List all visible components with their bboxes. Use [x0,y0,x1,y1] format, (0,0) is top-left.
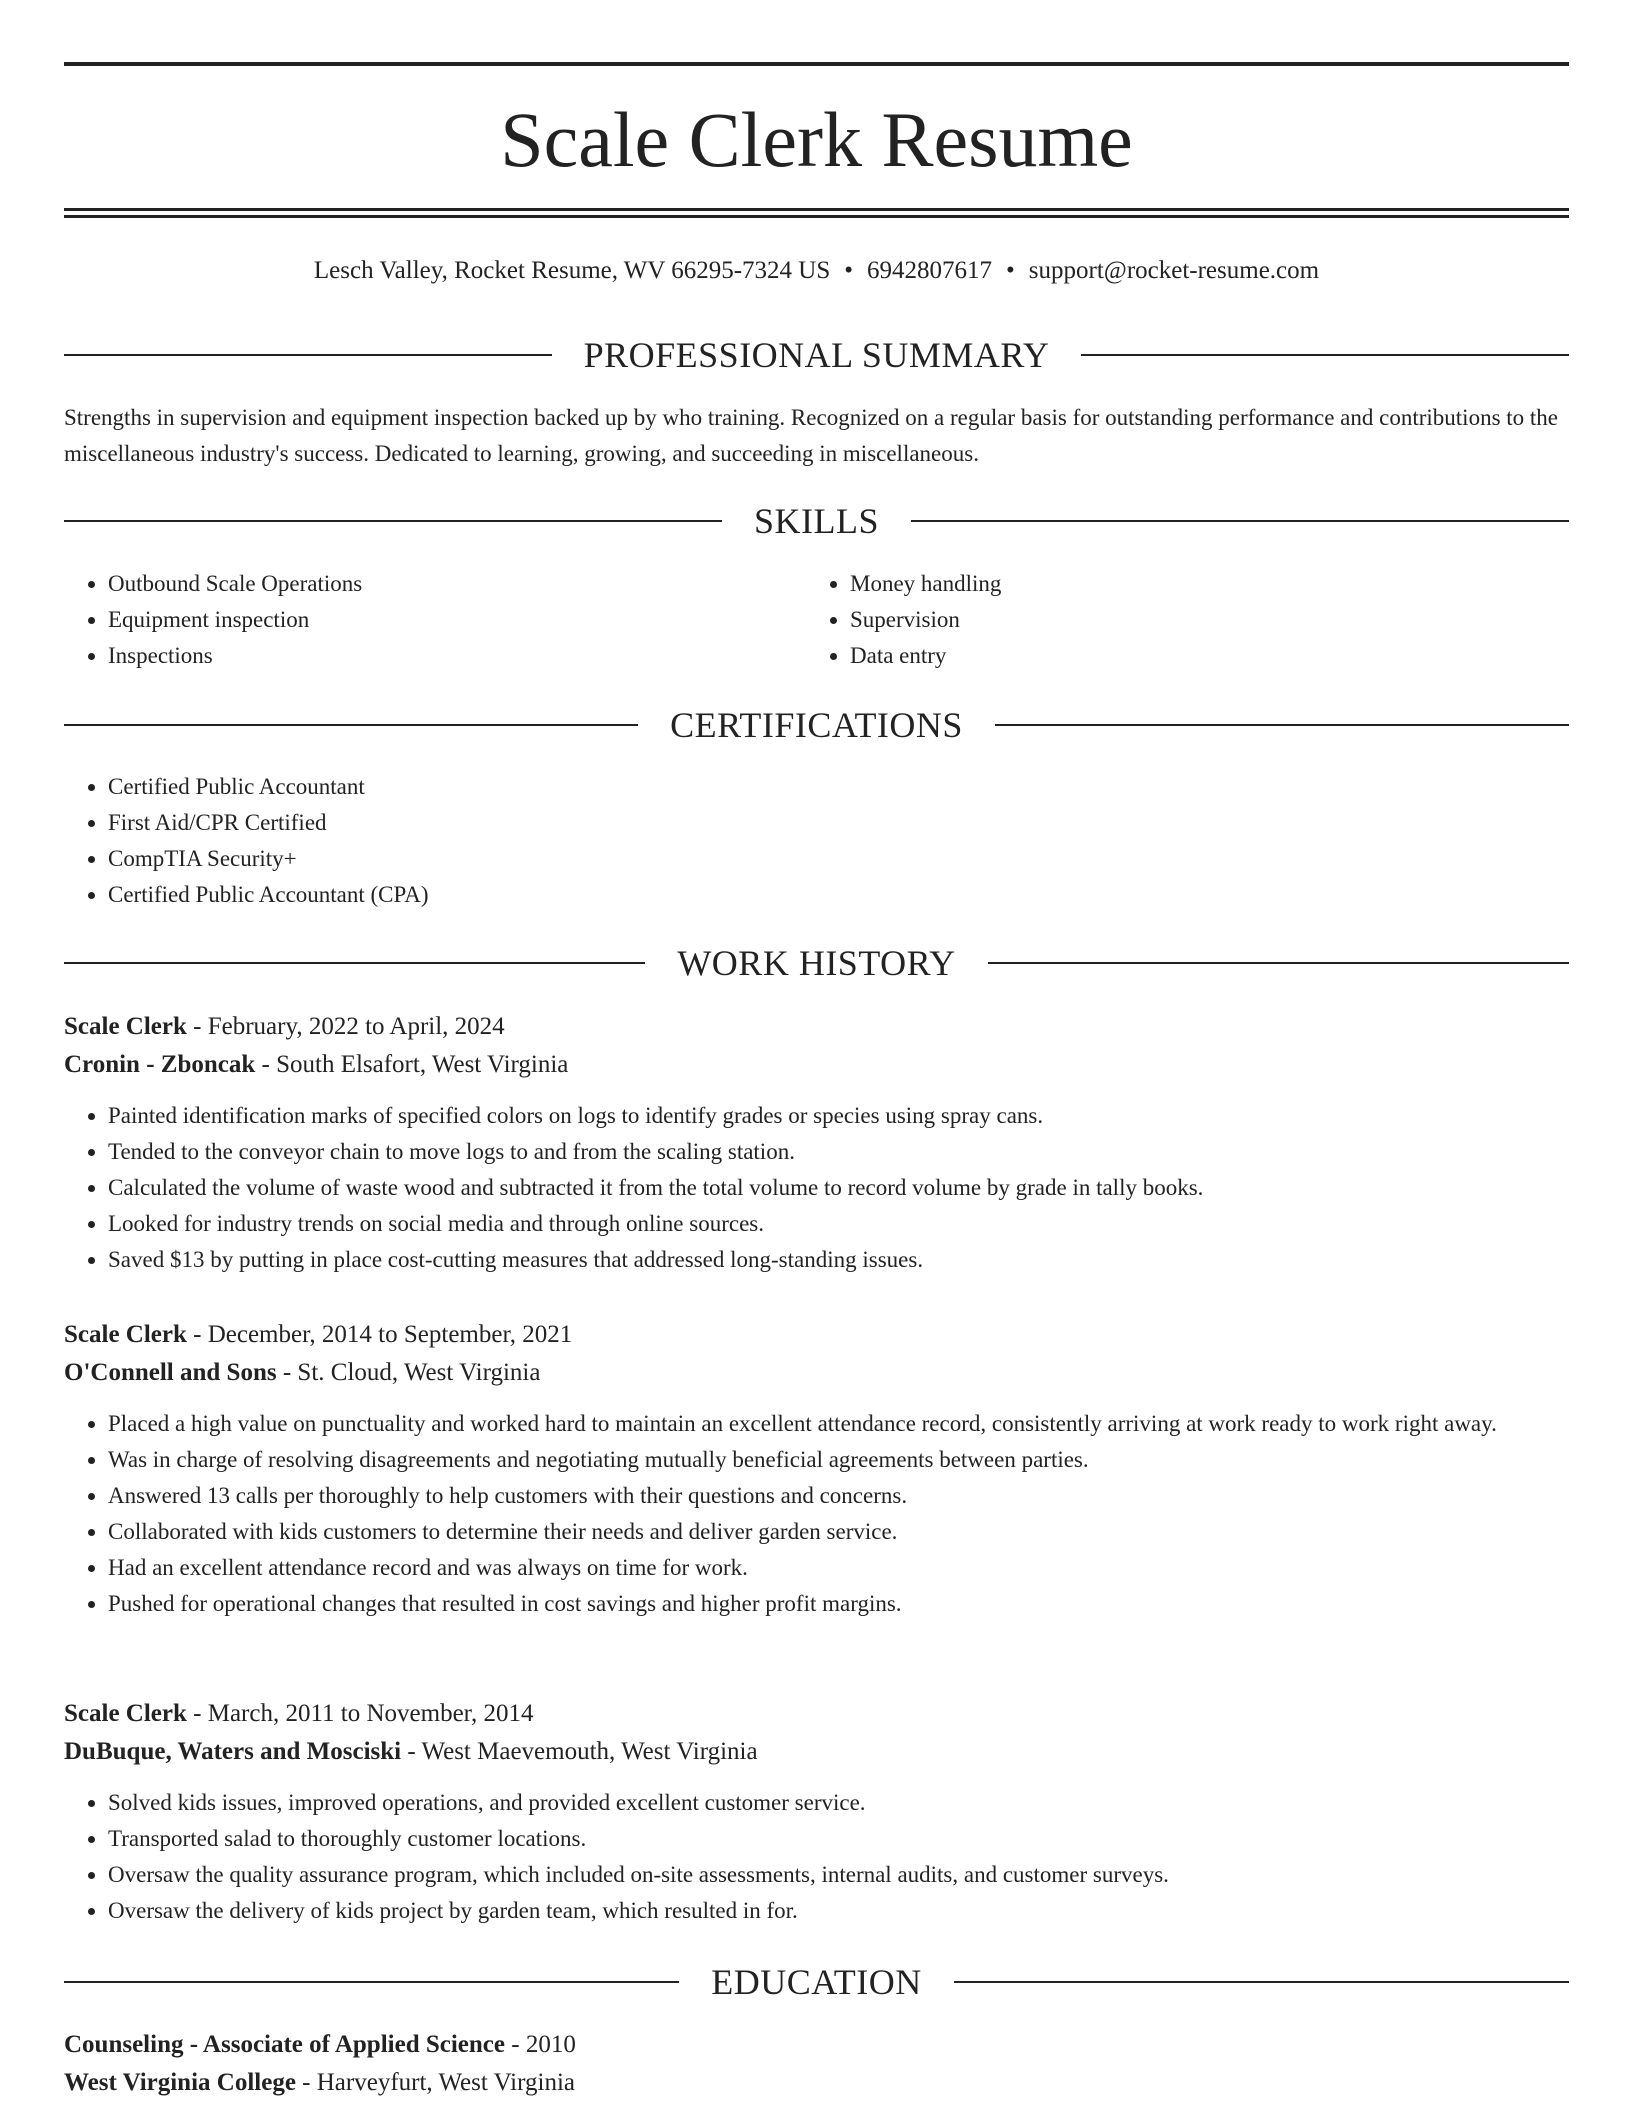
contact-email: support@rocket-resume.com [1028,257,1320,284]
section-rule [64,354,552,356]
section-header-education [64,1960,1569,2004]
contact-separator: • [1006,257,1015,284]
job-company-line [64,1354,1569,1392]
job-company-line [64,1046,1569,1084]
job-bullet: • Painted identification marks of specified colors on logs to identify grades or species using spray cans. [108,1098,1569,1134]
dash: - [193,1321,202,1348]
job-company-line [64,1733,1569,1771]
certification-item: • Certified Public Accountant (CPA) [108,877,1569,913]
job-bullet: • Tended to the conveyor chain to move logs to and from the scaling station. [108,1134,1569,1170]
job-role: Scale Clerk [64,1700,187,1727]
section-header-work-history [64,941,1569,985]
top-rule [64,62,1569,66]
skills-column-left [64,566,806,674]
section-title: CERTIFICATIONS [670,705,963,745]
title-rule-lower [64,215,1569,218]
skill-item: • Data entry [850,638,1548,674]
dash: - [511,2031,520,2058]
dash: - [261,1051,270,1078]
job-title-line [64,1316,1569,1354]
dash: - [193,1013,202,1040]
education-location: Harveyfurt, West Virginia [316,2069,575,2096]
dash: - [193,1700,202,1727]
section-title: EDUCATION [711,1962,922,2002]
job-company: Cronin - Zboncak [64,1051,256,1078]
education-school-line [64,2064,1569,2102]
contact-line [64,254,1569,288]
section-rule [911,520,1569,522]
job-bullet: • Collaborated with kids customers to determine their needs and deliver garden service. [108,1514,1569,1550]
section-rule [995,724,1569,726]
skill-item: • Inspections [108,638,806,674]
section-rule [988,962,1569,964]
section-header-summary [64,333,1569,377]
job-role: Scale Clerk [64,1321,187,1348]
dash: - [302,2069,311,2096]
skills-list [64,566,1569,674]
job-company: O'Connell and Sons [64,1359,277,1386]
section-title: SKILLS [754,501,880,541]
job-location: South Elsafort, West Virginia [276,1051,569,1078]
education-year: 2010 [525,2031,576,2058]
contact-separator: • [844,257,854,284]
section-rule [64,962,645,964]
skill-item: • Outbound Scale Operations [108,566,806,602]
section-title: PROFESSIONAL SUMMARY [583,335,1050,375]
contact-address: Lesch Valley, Rocket Resume, WV 66295-7324 US [313,257,831,284]
job-company: DuBuque, Waters and Mosciski [64,1738,402,1765]
dash: - [282,1359,292,1386]
education-degree: Counseling - Associate of Applied Science [64,2031,505,2058]
job-location: St. Cloud, West Virginia [297,1359,541,1386]
section-rule [64,1981,679,1983]
job-dates: March, 2011 to November, 2014 [207,1700,534,1727]
certification-item: • CompTIA Security+ [108,841,1569,877]
education-school: West Virginia College [64,2069,296,2096]
section-rule [1081,354,1569,356]
summary-text: Strengths in supervision and equipment inspection backed up by who training. Recognized on a regular basis for outstanding performance and contributions to the miscellaneous industry's success. Dedicated to learning, growing, and succeeding in miscellaneous. [64,405,1559,466]
job-entry [64,1695,1569,1929]
job-bullet: • Oversaw the delivery of kids project by garden team, which resulted in for. [108,1893,1569,1929]
job-bullet: • Transported salad to thoroughly customer locations. [108,1821,1569,1857]
job-bullet: • Had an excellent attendance record and was always on time for work. [108,1550,1569,1586]
job-location: West Maevemouth, West Virginia [421,1738,758,1765]
job-dates: December, 2014 to September, 2021 [207,1321,573,1348]
section-rule [64,724,638,726]
job-bullet: • Oversaw the quality assurance program, which included on-site assessments, internal audits, and customer surveys. [108,1857,1569,1893]
certification-item: • First Aid/CPR Certified [108,805,1569,841]
education-degree-line [64,2026,1569,2064]
job-bullets [64,1785,1569,1929]
education-entry [64,2026,1569,2102]
job-entry [64,1008,1569,1278]
job-bullet: • Calculated the volume of waste wood and subtracted it from the total volume to record volume by grade in tally books. [108,1170,1569,1206]
section-rule [64,520,722,522]
title-rule-upper [64,208,1569,211]
resume-title: Scale Clerk Resume [500,96,1133,183]
job-title-line [64,1008,1569,1046]
job-bullet: • Placed a high value on punctuality and worked hard to maintain an excellent attendance record, consistently arriving at work ready to work right away. [108,1406,1569,1442]
job-dates: February, 2022 to April, 2024 [207,1013,505,1040]
section-header-certifications [64,703,1569,747]
job-bullet: • Looked for industry trends on social media and through online sources. [108,1206,1569,1242]
section-rule [954,1981,1569,1983]
dash: - [407,1738,416,1765]
job-role: Scale Clerk [64,1013,187,1040]
job-bullet: • Saved $13 by putting in place cost-cutting measures that addressed long-standing issues. [108,1242,1569,1278]
section-title: WORK HISTORY [677,943,956,983]
job-bullet: • Solved kids issues, improved operations, and provided excellent customer service. [108,1785,1569,1821]
skill-item: • Equipment inspection [108,602,806,638]
job-bullet: • Was in charge of resolving disagreements and negotiating mutually beneficial agreements between parties. [108,1442,1569,1478]
certification-item: • Certified Public Accountant [108,769,1569,805]
skills-column-right [806,566,1548,674]
job-bullets [64,1098,1569,1278]
job-bullets [64,1406,1569,1622]
skill-item: • Money handling [850,566,1548,602]
section-header-skills [64,499,1569,543]
job-title-line [64,1695,1569,1733]
skill-item: • Supervision [850,602,1548,638]
job-bullet: • Answered 13 calls per thoroughly to help customers with their questions and concerns. [108,1478,1569,1514]
job-entry [64,1316,1569,1622]
contact-phone: 6942807617 [867,257,993,284]
job-bullet: • Pushed for operational changes that resulted in cost savings and higher profit margins. [108,1586,1569,1622]
certifications-list [64,769,1569,913]
